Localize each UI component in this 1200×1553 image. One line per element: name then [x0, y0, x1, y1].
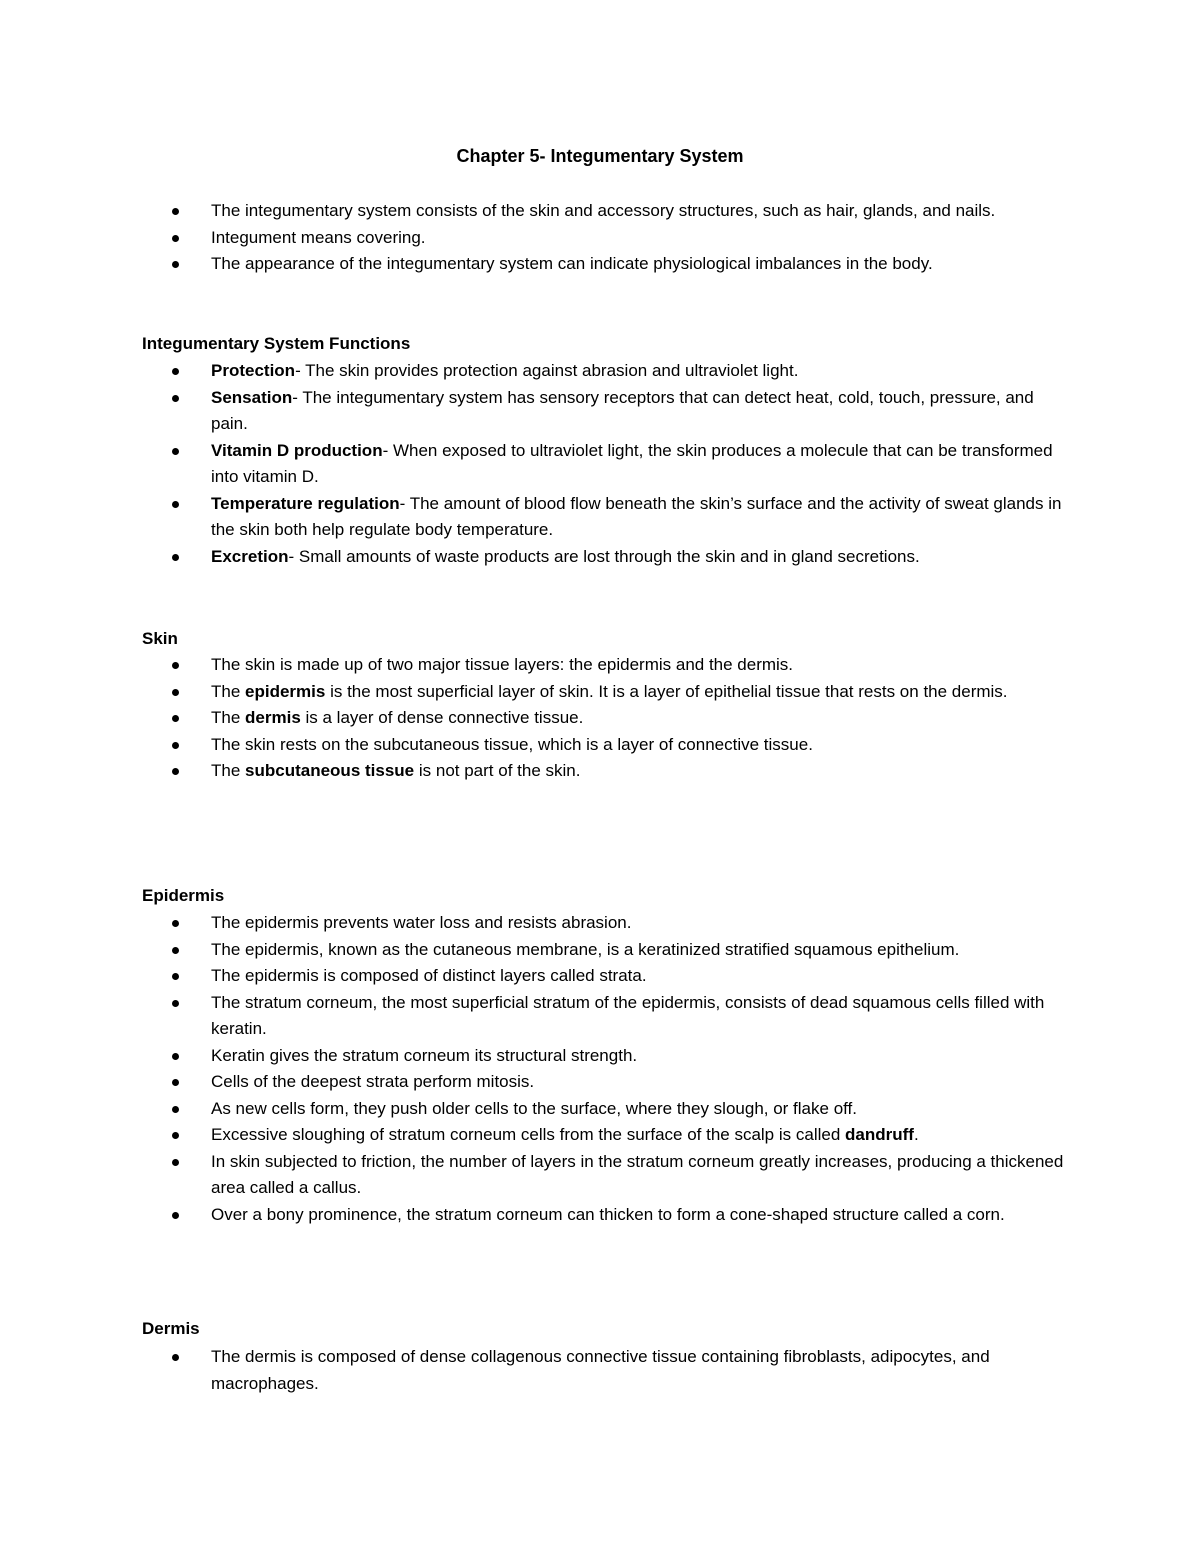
list-item: Excessive sloughing of stratum corneum cells from the surface of the scalp is called dandruff.: [0, 1122, 1200, 1149]
list-item: Over a bony prominence, the stratum corneum can thicken to form a cone-shaped structure called a corn.: [0, 1202, 1200, 1229]
bullet-icon: [172, 501, 179, 508]
bullet-icon: [172, 1132, 179, 1139]
list-item: Integument means covering.: [0, 225, 1200, 252]
section-heading-functions: Integumentary System Functions: [142, 334, 411, 353]
bullet-icon: [172, 368, 179, 375]
bullet-icon: [172, 947, 179, 954]
bullet-icon: [172, 554, 179, 561]
bullet-icon: [172, 208, 179, 215]
section-heading-dermis: Dermis: [142, 1319, 200, 1338]
list-item: Temperature regulation- The amount of blood flow beneath the skin’s surface and the activity of sweat glands in the skin both help regulate body temperature.: [0, 491, 1200, 544]
dermis-list: [0, 1344, 1200, 1397]
section-heading-epidermis: Epidermis: [142, 886, 225, 905]
list-item: Protection- The skin provides protection against abrasion and ultraviolet light.: [0, 358, 1200, 385]
list-item: In skin subjected to friction, the number of layers in the stratum corneum greatly increases, producing a thickened area called a callus.: [0, 1149, 1200, 1202]
bullet-icon: [172, 261, 179, 268]
list-item: The skin rests on the subcutaneous tissue, which is a layer of connective tissue.: [0, 732, 1200, 759]
list-item: The epidermis prevents water loss and resists abrasion.: [0, 910, 1200, 937]
section-heading-skin: Skin: [142, 629, 178, 648]
functions-list: [0, 358, 1200, 570]
bullet-icon: [172, 1159, 179, 1166]
list-item: The subcutaneous tissue is not part of the skin.: [0, 758, 1200, 785]
list-item: The stratum corneum, the most superficial stratum of the epidermis, consists of dead squamous cells filled with keratin.: [0, 990, 1200, 1043]
bullet-icon: [172, 1212, 179, 1219]
list-item: Keratin gives the stratum corneum its structural strength.: [0, 1043, 1200, 1070]
list-item: Sensation- The integumentary system has sensory receptors that can detect heat, cold, touch, pressure, and pain.: [0, 385, 1200, 438]
bullet-icon: [172, 1079, 179, 1086]
bullet-icon: [172, 742, 179, 749]
list-item: The epidermis, known as the cutaneous membrane, is a keratinized stratified squamous epithelium.: [0, 937, 1200, 964]
intro-list: [0, 198, 1200, 278]
list-item: The skin is made up of two major tissue layers: the epidermis and the dermis.: [0, 652, 1200, 679]
bullet-icon: [172, 662, 179, 669]
bullet-icon: [172, 1053, 179, 1060]
list-item: The appearance of the integumentary system can indicate physiological imbalances in the body.: [0, 251, 1200, 278]
list-item: Vitamin D production- When exposed to ultraviolet light, the skin produces a molecule that can be transformed into vitamin D.: [0, 438, 1200, 491]
bullet-icon: [172, 1354, 179, 1361]
list-item: Excretion- Small amounts of waste products are lost through the skin and in gland secretions.: [0, 544, 1200, 571]
skin-list: [0, 652, 1200, 785]
bullet-icon: [172, 235, 179, 242]
bullet-icon: [172, 715, 179, 722]
bullet-icon: [172, 973, 179, 980]
bullet-icon: [172, 768, 179, 775]
epidermis-list: [0, 910, 1200, 1228]
list-item: As new cells form, they push older cells to the surface, where they slough, or flake off.: [0, 1096, 1200, 1123]
bullet-icon: [172, 1000, 179, 1007]
list-item: The integumentary system consists of the skin and accessory structures, such as hair, glands, and nails.: [0, 198, 1200, 225]
list-item: The dermis is composed of dense collagenous connective tissue containing fibroblasts, adipocytes, and macrophages.: [0, 1344, 1200, 1397]
page-title: Chapter 5- Integumentary System: [456, 146, 744, 166]
list-item: The epidermis is the most superficial layer of skin. It is a layer of epithelial tissue that rests on the dermis.: [0, 679, 1200, 706]
list-item: The dermis is a layer of dense connective tissue.: [0, 705, 1200, 732]
list-item: Cells of the deepest strata perform mitosis.: [0, 1069, 1200, 1096]
bullet-icon: [172, 1106, 179, 1113]
bullet-icon: [172, 395, 179, 402]
bullet-icon: [172, 920, 179, 927]
bullet-icon: [172, 689, 179, 696]
bullet-icon: [172, 448, 179, 455]
list-item: The epidermis is composed of distinct layers called strata.: [0, 963, 1200, 990]
